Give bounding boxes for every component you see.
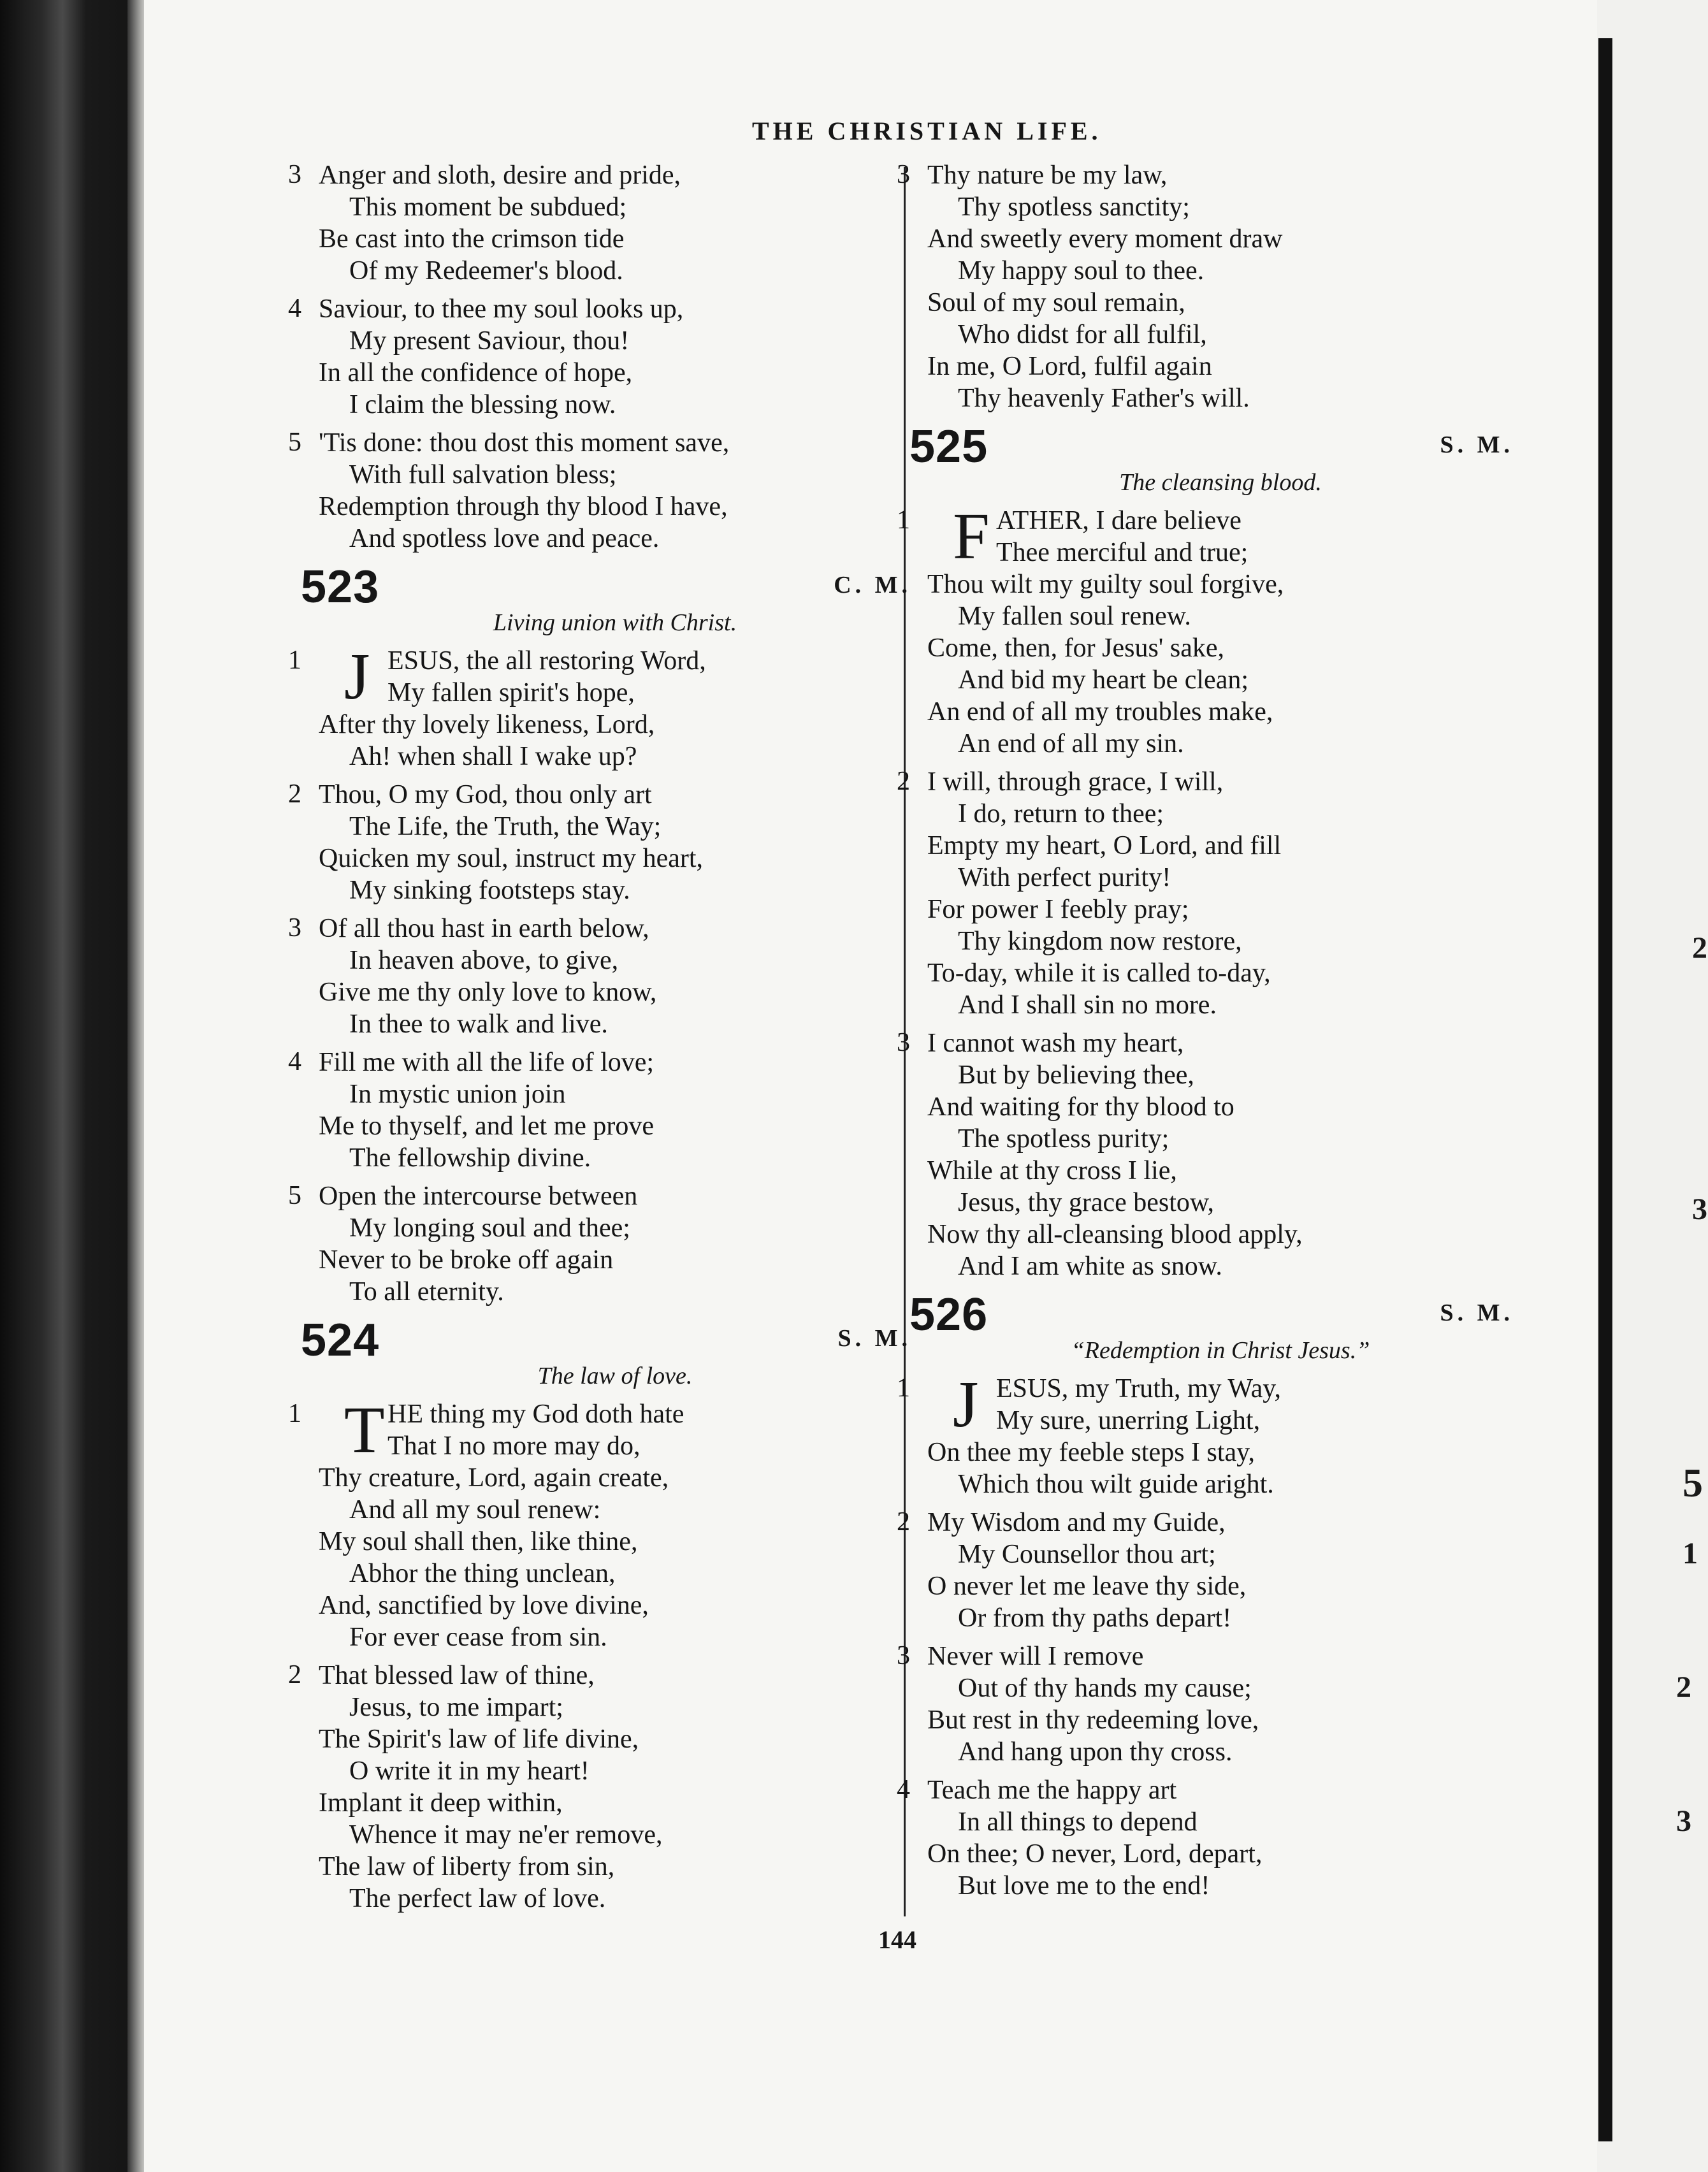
verse-line: The Life, the Truth, the Way;	[349, 812, 662, 841]
book-binding	[0, 0, 139, 2172]
hymn-meter: S. M.	[837, 1325, 911, 1352]
verse-line: Saviour, to thee my soul looks up,	[319, 294, 684, 324]
hymn-meter: C. M.	[834, 572, 911, 598]
next-page-fragment: 3	[1692, 1192, 1707, 1226]
verse-line: Redemption through thy blood I have,	[319, 492, 728, 521]
verse-line: Which thou wilt guide aright.	[958, 1470, 1274, 1499]
verse-line: For power I feebly pray;	[927, 895, 1189, 924]
verse-line: To-day, while it is called to-day,	[927, 959, 1271, 988]
hymn-meter: S. M.	[1440, 1300, 1514, 1326]
verse-line: Fill me with all the life of love;	[319, 1048, 655, 1077]
stanza-number: 3	[897, 1641, 910, 1670]
verse-line: In mystic union join	[349, 1080, 566, 1109]
verse-line: 'Tis done: thou dost this moment save,	[319, 428, 730, 458]
hymn-header	[909, 1289, 1514, 1340]
verse-line: Jesus, thy grace bestow,	[958, 1188, 1215, 1217]
verse-line: Quicken my soul, instruct my heart,	[319, 844, 704, 873]
verse-line: My fallen spirit's hope,	[387, 678, 635, 707]
verse-line: In thee to walk and live.	[349, 1010, 608, 1039]
verse-line: That blessed law of thine,	[319, 1661, 595, 1690]
verse-line: I do, return to thee;	[958, 799, 1164, 829]
hymn-number: 524	[301, 1315, 380, 1366]
verse-line: Give me thy only love to know,	[319, 978, 657, 1007]
stanza	[288, 1180, 911, 1308]
verse-line: Thy kingdom now restore,	[958, 927, 1242, 956]
stanza	[288, 1660, 911, 1915]
hymn-title: Living union with Christ.	[493, 609, 737, 636]
hymn-number: 523	[301, 561, 380, 612]
stanza-number: 5	[288, 1181, 301, 1210]
verse-line: But love me to the end!	[958, 1871, 1210, 1901]
verse-line: Now thy all-cleansing blood apply,	[927, 1220, 1303, 1249]
verse-line: An end of all my troubles make,	[927, 697, 1273, 727]
verse-line: But rest in thy redeeming love,	[927, 1705, 1259, 1735]
verse-line: Never to be broke off again	[319, 1245, 614, 1275]
verse-line: I cannot wash my heart,	[927, 1029, 1184, 1058]
next-page-edge	[1597, 0, 1708, 2172]
stanza	[897, 766, 1514, 1021]
verse-line: With perfect purity!	[958, 863, 1171, 892]
verse-line: O never let me leave thy side,	[927, 1572, 1247, 1601]
verse-line: My sure, unerring Light,	[996, 1406, 1261, 1435]
drop-cap: T	[344, 1393, 385, 1466]
verse-line: ATHER, I dare believe	[996, 506, 1241, 535]
verse-line: ESUS, the all restoring Word,	[387, 646, 706, 676]
verse-line: On thee; O never, Lord, depart,	[927, 1839, 1263, 1869]
verse-line: The Spirit's law of life divine,	[319, 1725, 639, 1754]
verse-line: The law of liberty from sin,	[319, 1852, 615, 1881]
stanza	[897, 1368, 1514, 1500]
verse-line: My Wisdom and my Guide,	[927, 1508, 1226, 1537]
verse-line: An end of all my sin.	[958, 729, 1184, 758]
stanza-number: 5	[288, 428, 301, 457]
verse-line: Of all thou hast in earth below,	[319, 914, 649, 943]
verse-line: Teach me the happy art	[927, 1776, 1177, 1805]
verse-line: Who didst for all fulfil,	[958, 320, 1207, 349]
stanza	[288, 640, 911, 772]
next-page-shadow	[1598, 38, 1612, 2141]
stanza	[288, 293, 911, 421]
left-column	[288, 159, 911, 1921]
stanza-number: 2	[288, 779, 301, 809]
verse-line: Thy spotless sanctity;	[958, 192, 1190, 222]
stanza	[897, 500, 1514, 760]
stanza-number: 4	[288, 294, 301, 323]
stanza-number: 3	[897, 1028, 910, 1057]
stanza-number: 4	[897, 1775, 910, 1804]
verse-line: Thee merciful and true;	[996, 538, 1248, 567]
verse-line: Whence it may ne'er remove,	[349, 1820, 663, 1850]
verse-line: I claim the blessing now.	[349, 390, 616, 419]
verse-line: To all eternity.	[349, 1277, 504, 1307]
verse-line: That I no more may do,	[387, 1431, 640, 1461]
verse-line: This moment be subdued;	[349, 192, 627, 222]
next-page-fragment: 2	[1676, 1670, 1691, 1704]
running-head: THE CHRISTIAN LIFE.	[752, 117, 1102, 145]
verse-line: And spotless love and peace.	[349, 524, 660, 553]
verse-line: But by believing thee,	[958, 1061, 1194, 1090]
verse-line: My soul shall then, like thine,	[319, 1527, 638, 1556]
stanza-number: 2	[897, 1507, 910, 1537]
verse-line: Ah! when shall I wake up?	[349, 742, 637, 771]
verse-line: My present Saviour, thou!	[349, 326, 630, 356]
hymn-header	[301, 1314, 911, 1366]
verse-line: In me, O Lord, fulfil again	[927, 352, 1212, 381]
verse-line: And, sanctified by love divine,	[319, 1591, 649, 1620]
verse-line: Implant it deep within,	[319, 1788, 563, 1818]
stanza	[288, 779, 911, 906]
hymn-header	[909, 421, 1514, 472]
verse-line: My longing soul and thee;	[349, 1213, 630, 1243]
verse-line: And all my soul renew:	[349, 1495, 601, 1524]
verse-line: On thee my feeble steps I stay,	[927, 1438, 1255, 1467]
stanza-number: 3	[288, 160, 301, 189]
stanza-number: 1	[897, 505, 910, 535]
verse-line: The perfect law of love.	[349, 1884, 606, 1913]
verse-line: And bid my heart be clean;	[958, 665, 1249, 695]
verse-line: Thy heavenly Father's will.	[958, 384, 1250, 413]
verse-line: Or from thy paths depart!	[958, 1604, 1232, 1633]
next-page-fragment: 1	[1683, 1537, 1698, 1570]
verse-line: Of my Redeemer's blood.	[349, 256, 623, 286]
verse-line: My sinking footsteps stay.	[349, 876, 630, 905]
verse-line: Open the intercourse between	[319, 1182, 638, 1211]
verse-line: Jesus, to me impart;	[349, 1693, 563, 1722]
verse-line: Anger and sloth, desire and pride,	[319, 161, 681, 190]
stanza	[897, 1774, 1514, 1902]
verse-line: Thy creature, Lord, again create,	[319, 1463, 669, 1493]
page-number: 144	[878, 1925, 916, 1954]
verse-line: And sweetly every moment draw	[927, 224, 1283, 254]
verse-line: And waiting for thy blood to	[927, 1092, 1234, 1122]
verse-line: O write it in my heart!	[349, 1756, 590, 1786]
stanza-number: 4	[288, 1047, 301, 1076]
verse-line: My happy soul to thee.	[958, 256, 1205, 286]
verse-line: In all the confidence of hope,	[319, 358, 633, 387]
stanza-number: 1	[288, 1399, 301, 1428]
stanza-number: 3	[897, 160, 910, 189]
hymn-header	[301, 561, 911, 612]
hymn-title: The law of love.	[537, 1363, 693, 1389]
stanza	[897, 1027, 1514, 1282]
hymn-meter: S. M.	[1440, 431, 1514, 458]
stanza-number: 2	[288, 1660, 301, 1690]
drop-cap: J	[344, 640, 370, 713]
verse-line: And I shall sin no more.	[958, 990, 1217, 1020]
stanza-number: 1	[897, 1373, 910, 1403]
verse-line: With full salvation bless;	[349, 460, 617, 489]
verse-line: Thou wilt my guilty soul forgive,	[927, 570, 1284, 599]
verse-line: In all things to depend	[958, 1807, 1198, 1837]
verse-line: Thou, O my God, thou only art	[319, 780, 652, 809]
verse-line: Soul of my soul remain,	[927, 288, 1185, 317]
verse-line: Never will I remove	[927, 1642, 1144, 1671]
verse-line: The spotless purity;	[958, 1124, 1169, 1154]
drop-cap: J	[953, 1368, 979, 1441]
verse-line: ESUS, my Truth, my Way,	[996, 1374, 1282, 1403]
verse-line: In heaven above, to give,	[349, 946, 619, 975]
verse-line: And I am white as snow.	[958, 1252, 1222, 1281]
verse-line: HE thing my God doth hate	[387, 1400, 684, 1429]
stanza	[288, 427, 911, 554]
next-page-fragment: 3	[1676, 1804, 1691, 1838]
stanza	[288, 159, 911, 287]
verse-line: Come, then, for Jesus' sake,	[927, 634, 1224, 663]
stanza	[897, 1640, 1514, 1768]
next-page-fragment: 2	[1692, 931, 1707, 965]
stanza	[897, 1507, 1514, 1634]
verse-line: And hang upon thy cross.	[958, 1737, 1233, 1767]
hymn-title: The cleansing blood.	[1119, 469, 1322, 496]
stanza-number: 1	[288, 646, 301, 675]
stanza-number: 3	[288, 913, 301, 943]
hymn-number: 525	[909, 421, 988, 472]
verse-line: Out of thy hands my cause;	[958, 1674, 1252, 1703]
verse-line: Me to thyself, and let me prove	[319, 1111, 655, 1141]
verse-line: Be cast into the crimson tide	[319, 224, 625, 254]
stanza	[288, 1046, 911, 1174]
drop-cap: F	[953, 500, 990, 573]
stanza	[288, 913, 911, 1040]
next-page-fragment: 5	[1683, 1460, 1703, 1505]
right-column	[897, 159, 1514, 1908]
verse-line: While at thy cross I lie,	[927, 1156, 1177, 1185]
verse-line: My fallen soul renew.	[958, 602, 1191, 631]
verse-line: Empty my heart, O Lord, and fill	[927, 831, 1282, 860]
hymn-number: 526	[909, 1289, 988, 1340]
stanza	[288, 1393, 911, 1653]
verse-line: Thy nature be my law,	[927, 161, 1168, 190]
verse-line: Abhor the thing unclean,	[349, 1559, 616, 1588]
verse-line: My Counsellor thou art;	[958, 1540, 1216, 1569]
hymn-title: “Redemption in Christ Jesus.”	[1071, 1337, 1370, 1364]
stanza	[897, 159, 1514, 414]
stanza-number: 2	[897, 767, 910, 796]
verse-line: For ever cease from sin.	[349, 1623, 607, 1652]
verse-line: The fellowship divine.	[349, 1143, 591, 1173]
verse-line: After thy lovely likeness, Lord,	[319, 710, 655, 739]
verse-line: I will, through grace, I will,	[927, 767, 1224, 797]
